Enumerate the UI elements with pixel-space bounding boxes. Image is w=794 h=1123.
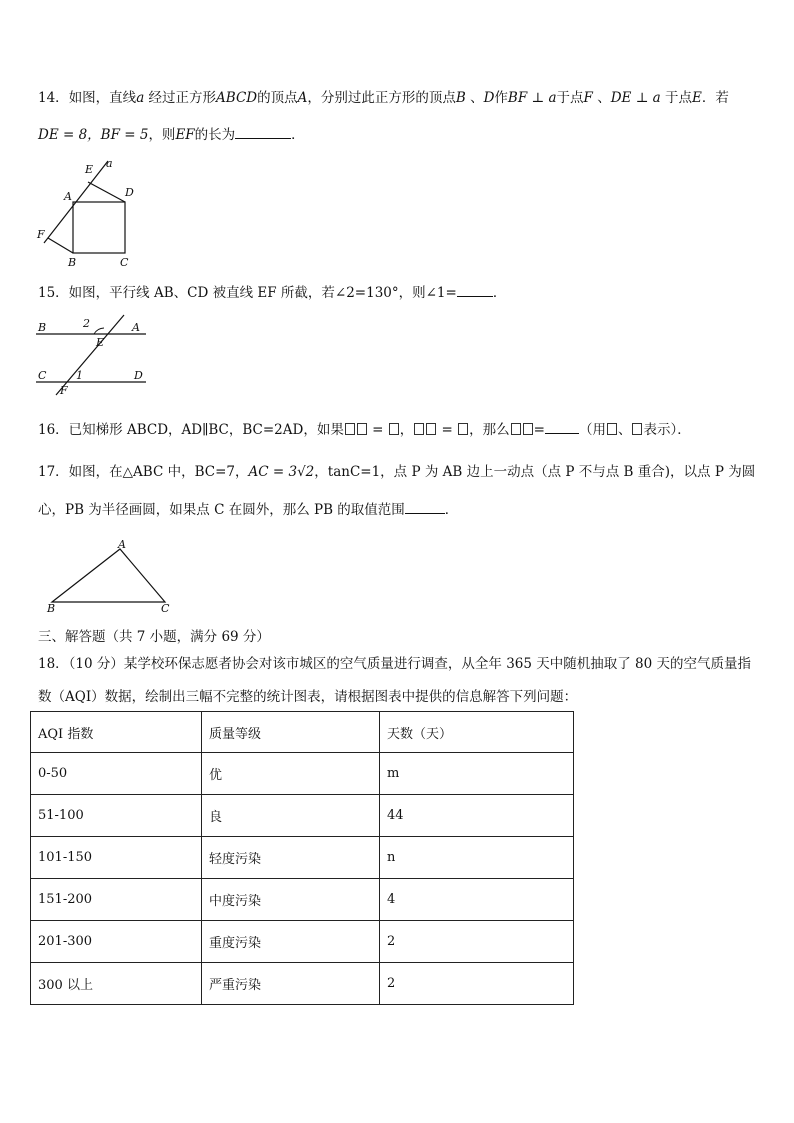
table-cell: 2 xyxy=(380,963,574,1005)
q16-text: ， xyxy=(399,422,414,438)
answer-blank[interactable] xyxy=(405,499,445,514)
q14-expr: DE ⊥ a xyxy=(610,90,661,106)
vector-symbol xyxy=(510,422,534,438)
q14-text: 、 xyxy=(470,90,484,106)
segment-de xyxy=(88,182,125,202)
q14-text: 于点 xyxy=(556,90,584,106)
angle-2-arc xyxy=(94,328,104,334)
q14-line-1 xyxy=(38,89,764,107)
section-title: 三、解答题（共 7 小题，满分 69 分） xyxy=(38,629,270,645)
label-D: D xyxy=(125,186,134,199)
aqi-table xyxy=(30,711,574,1005)
q14-figure xyxy=(30,155,145,270)
vector-symbol xyxy=(606,422,618,438)
q14-given: DE = 8，BF = 5 xyxy=(38,127,149,143)
q14-var: A xyxy=(297,90,308,106)
q16-text: 表示）． xyxy=(643,422,691,438)
q14-text: 如图，直线 xyxy=(68,90,137,106)
table-cell: 4 xyxy=(380,879,574,921)
segment-bf xyxy=(48,238,73,253)
table-row xyxy=(31,921,574,963)
table-cell: n xyxy=(380,837,574,879)
q17-text: ． xyxy=(444,502,459,518)
label-B: B xyxy=(38,321,47,334)
table-header-row xyxy=(31,712,574,753)
table-cell: 51-100 xyxy=(31,795,202,837)
table-cell: 151-200 xyxy=(31,879,202,921)
label-E: E xyxy=(85,163,94,176)
q16-text: （用 xyxy=(578,422,606,438)
table-row xyxy=(31,963,574,1005)
label-a: a xyxy=(106,157,113,170)
q17-text: 心，PB 为半径画圆，如果点 C 在圆外，那么 PB 的取值范围 xyxy=(38,502,405,518)
vector-symbol xyxy=(457,422,469,438)
q14-var: ABCD xyxy=(216,90,258,106)
q14-number: 14． xyxy=(38,90,69,106)
q14-text: 经过正方形 xyxy=(148,90,217,106)
table-cell: 44 xyxy=(380,795,574,837)
q14-var: F xyxy=(583,90,593,106)
q14-var: EF xyxy=(175,127,195,143)
q15-figure xyxy=(34,313,149,398)
q14-text: 、 xyxy=(597,90,611,106)
table-header-cell: 天数（天） xyxy=(380,712,574,753)
table-cell: 良 xyxy=(202,795,380,837)
table-row xyxy=(31,795,574,837)
table-cell: 300 以上 xyxy=(31,963,202,1005)
q17-expr: AC = 3√2 xyxy=(248,464,315,480)
q14-var: D xyxy=(483,90,495,106)
q17-line-2 xyxy=(38,499,764,519)
q14-var: E xyxy=(692,90,702,106)
vector-symbol xyxy=(631,422,643,438)
square-abcd xyxy=(73,202,125,253)
label-C: C xyxy=(38,369,47,382)
q14-text: ．若 xyxy=(701,90,729,106)
label-angle-2: 2 xyxy=(83,317,90,330)
table-header-cell: AQI 指数 xyxy=(31,712,202,753)
label-A: A xyxy=(132,321,140,334)
table-header-cell: 质量等级 xyxy=(202,712,380,753)
q16-text: = xyxy=(533,422,545,438)
q16-text: 16．已知梯形 ABCD，AD∥BC，BC=2AD，如果 xyxy=(38,422,344,438)
q14-text: ，分别过此正方形的顶点 xyxy=(307,90,456,106)
table-cell: 中度污染 xyxy=(202,879,380,921)
table-cell: 严重污染 xyxy=(202,963,380,1005)
table-row xyxy=(31,753,574,795)
label-B: B xyxy=(68,256,77,269)
q14-text: 的顶点 xyxy=(257,90,298,106)
q18-line-1: 18．（10 分）某学校环保志愿者协会对该市城区的空气质量进行调查，从全年 365 天中随机抽取了 80 天的空气质量指 xyxy=(38,656,752,672)
table-cell: 优 xyxy=(202,753,380,795)
answer-blank[interactable] xyxy=(545,419,579,434)
q15-text: 15．如图，平行线 AB、CD 被直线 EF 所截，若∠2=130°，则∠1= xyxy=(38,285,457,301)
table-cell: 101-150 xyxy=(31,837,202,879)
table-cell: 201-300 xyxy=(31,921,202,963)
q17-text: ，tanC=1，点 P 为 AB 边上一动点（点 P 不与点 B 重合)，以点 P 为圆 xyxy=(314,464,756,480)
table-cell: 0-50 xyxy=(31,753,202,795)
table-row xyxy=(31,879,574,921)
q15-text: ． xyxy=(492,285,507,301)
table-cell: 2 xyxy=(380,921,574,963)
label-F: F xyxy=(60,384,68,397)
vector-symbol xyxy=(344,422,368,438)
label-B: B xyxy=(47,602,56,615)
q17-text: 17．如图，在△ABC 中，BC=7， xyxy=(38,464,249,480)
triangle-abc xyxy=(52,549,165,602)
label-A: A xyxy=(118,540,126,551)
q14-line-2 xyxy=(38,124,764,144)
q14-text: ． xyxy=(291,127,305,143)
q14-var: B xyxy=(455,90,466,106)
label-C: C xyxy=(161,602,170,615)
answer-blank[interactable] xyxy=(235,124,291,139)
answer-blank[interactable] xyxy=(457,282,493,297)
q14-text: 于点 xyxy=(665,90,693,106)
q16-line: 16．已知梯形 ABCD，AD∥BC，BC=2AD，如果 = ， = ，那么 = （用 、 表示）． xyxy=(38,419,764,439)
q16-text: 、 xyxy=(617,422,632,438)
q18-line-2: 数（AQI）数据，绘制出三幅不完整的统计图表，请根据图表中提供的信息解答下列问题： xyxy=(38,689,578,705)
label-C: C xyxy=(120,256,129,269)
label-D: D xyxy=(134,369,143,382)
q17-line-1 xyxy=(38,463,764,481)
table-cell: 轻度污染 xyxy=(202,837,380,879)
label-angle-1: 1 xyxy=(76,369,83,382)
vector-symbol xyxy=(388,422,400,438)
q14-text: ，则 xyxy=(148,127,176,143)
q15-line xyxy=(38,282,764,302)
label-A: A xyxy=(64,190,72,203)
q17-figure xyxy=(40,540,175,615)
label-E: E xyxy=(96,336,105,349)
q14-text: 作 xyxy=(494,90,508,106)
table-cell: m xyxy=(380,753,574,795)
table-row xyxy=(31,837,574,879)
label-F: F xyxy=(37,228,45,241)
q16-text: ，那么 xyxy=(469,422,510,438)
q14-text: 的长为 xyxy=(194,127,236,143)
q14-expr: BF ⊥ a xyxy=(507,90,557,106)
vector-symbol xyxy=(413,422,437,438)
line-ef xyxy=(56,315,124,395)
table-cell: 重度污染 xyxy=(202,921,380,963)
q14-var: a xyxy=(136,90,145,106)
